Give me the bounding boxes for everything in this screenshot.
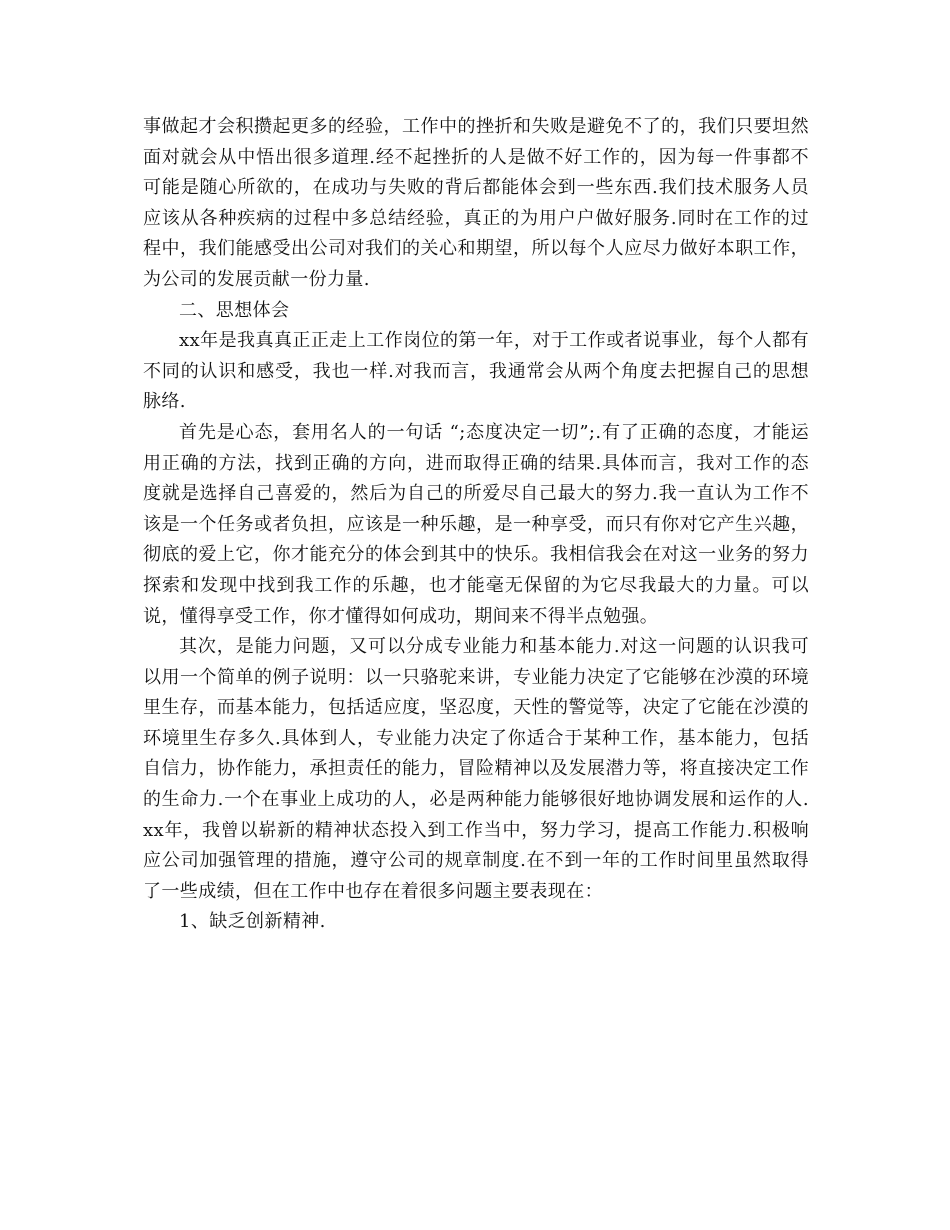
section-heading-thoughts: 二、思想体会: [179, 299, 290, 321]
document-body: [143, 112, 809, 938]
paragraph-ability: 其次，是能力问题，又可以分成专业能力和基本能力.对这一问题的认识我可以用一个简单的例子说明：以一只骆驼来讲，专业能力决定了它能够在沙漠的环境里生存，而基本能力，包括适应度，坚忍度，天性的警觉等，决定了它能在沙漠的环境里生存多久.具体到人，专业能力决定了你适合于某种工作，基本能力，包括自信力，协作能力，承担责任的能力，冒险精神以及发展潜力等，将直接决定工作的生命力.一个在事业上成功的人，必是两种能力能够很好地协调发展和运作的人.xx年，我曾以崭新的精神状态投入到工作当中，努力学习，提高工作能力.积极响应公司加强管理的措施，遵守公司的规章制度.在不到一年的工作时间里虽然取得了一些成绩，但在工作中也存在着很多问题主要表现在：: [143, 636, 809, 902]
paragraph-attitude: 首先是心态，套用名人的一句话 “;态度决定一切”;.有了正确的态度，才能运用正确的方法，找到正确的方向，进而取得正确的结果.具体而言，我对工作的态度就是选择自己喜爱的，然后为自己的所爱尽自己最大的努力.我一直认为工作不该是一个任务或者负担，应该是一种乐趣，是一种享受，而只有你对它产生兴趣，彻底的爱上它，你才能充分的体会到其中的快乐。我相信我会在对这一业务的努力探索和发现中找到我工作的乐趣，也才能毫无保留的为它尽我最大的力量。可以说，懂得享受工作，你才懂得如何成功，期间来不得半点勉强。: [143, 421, 809, 627]
paragraph-experience: 事做起才会积攒起更多的经验，工作中的挫折和失败是避免不了的，我们只要坦然面对就会从中悟出很多道理.经不起挫折的人是做不好工作的，因为每一件事都不可能是随心所欲的，在成功与失败的背后都能体会到一些东西.我们技术服务人员应该从各种疾病的过程中多总结经验，真正的为用户户做好服务.同时在工作的过程中，我们能感受出公司对我们的关心和期望，所以每个人应尽力做好本职工作，为公司的发展贡献一份力量.: [143, 116, 809, 290]
paragraph-first-year: xx年是我真真正正走上工作岗位的第一年，对于工作或者说事业，每个人都有不同的认识和感受，我也一样.对我而言，我通常会从两个角度去把握自己的思想脉络.: [143, 330, 809, 413]
list-item-lack-innovation: 1、缺乏创新精神.: [179, 911, 326, 933]
